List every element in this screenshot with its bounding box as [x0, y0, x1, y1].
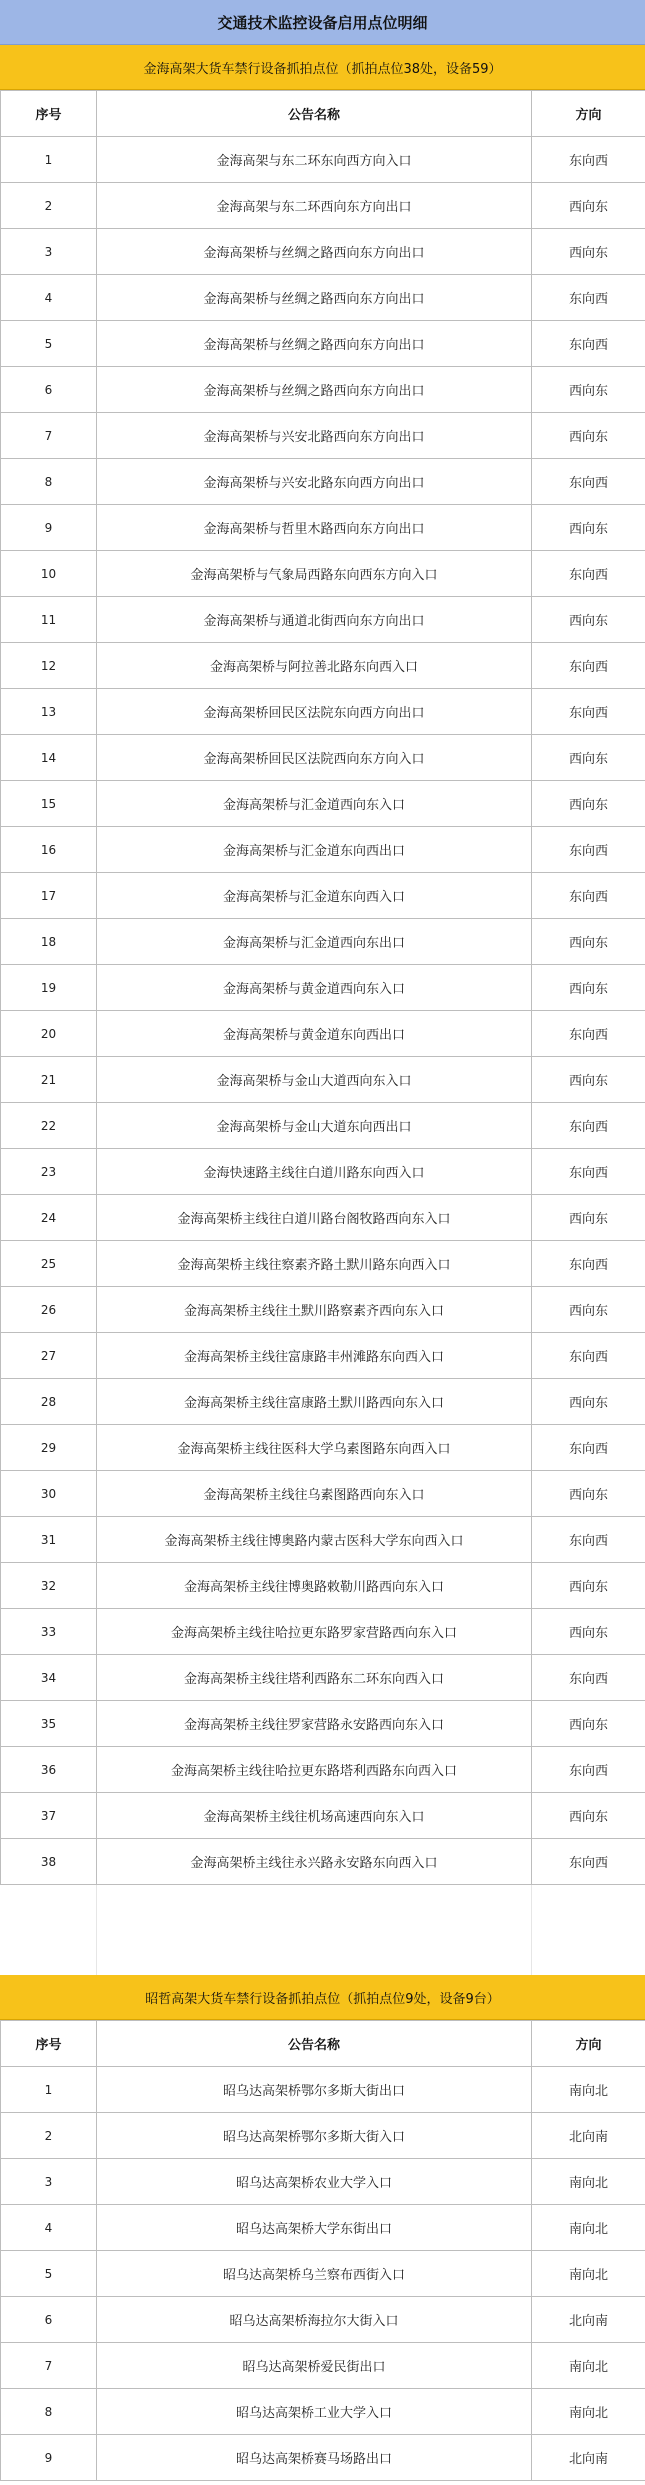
row-index: 30	[1, 1471, 97, 1517]
row-name: 金海高架桥与金山大道西向东入口	[97, 1057, 532, 1103]
row-name: 昭乌达高架桥乌兰察布西街入口	[97, 2251, 532, 2297]
row-index: 20	[1, 1011, 97, 1057]
table-row	[1, 2389, 645, 2435]
row-direction: 东向西	[532, 689, 645, 735]
row-name: 昭乌达高架桥海拉尔大街入口	[97, 2297, 532, 2343]
row-index: 1	[1, 137, 97, 183]
jinhai-table-body	[1, 137, 645, 1885]
row-direction: 西向东	[532, 965, 645, 1011]
row-index: 4	[1, 275, 97, 321]
row-index: 24	[1, 1195, 97, 1241]
row-index: 8	[1, 2389, 97, 2435]
row-direction: 西向东	[532, 1195, 645, 1241]
table-row	[1, 1471, 645, 1517]
row-name: 昭乌达高架桥工业大学入口	[97, 2389, 532, 2435]
header-direction: 方向	[532, 2021, 645, 2067]
row-direction: 东向西	[532, 275, 645, 321]
row-name: 金海高架桥主线往乌素图路西向东入口	[97, 1471, 532, 1517]
row-direction: 东向西	[532, 1103, 645, 1149]
row-direction: 西向东	[532, 919, 645, 965]
row-index: 5	[1, 2251, 97, 2297]
row-index: 13	[1, 689, 97, 735]
row-index: 28	[1, 1379, 97, 1425]
row-direction: 西向东	[532, 735, 645, 781]
table-row	[1, 137, 645, 183]
row-index: 14	[1, 735, 97, 781]
jinhai-table	[0, 90, 645, 1885]
row-name: 金海高架桥主线往塔利西路东二环东向西入口	[97, 1655, 532, 1701]
row-index: 37	[1, 1793, 97, 1839]
row-index: 9	[1, 2435, 97, 2481]
row-direction: 东向西	[532, 1425, 645, 1471]
row-direction: 东向西	[532, 1149, 645, 1195]
table-row	[1, 459, 645, 505]
page-title: 交通技术监控设备启用点位明细	[0, 0, 645, 45]
row-direction: 东向西	[532, 459, 645, 505]
table-row	[1, 2343, 645, 2389]
row-index: 31	[1, 1517, 97, 1563]
row-index: 2	[1, 2113, 97, 2159]
section-heading-jinhai: 金海高架大货车禁行设备抓拍点位（抓拍点位38处，设备59）	[0, 45, 645, 90]
row-direction: 西向东	[532, 1563, 645, 1609]
row-name: 金海高架与东二环东向西方向入口	[97, 137, 532, 183]
row-name: 金海高架桥与兴安北路西向东方向出口	[97, 413, 532, 459]
header-index: 序号	[1, 91, 97, 137]
row-direction: 北向南	[532, 2435, 645, 2481]
row-direction: 西向东	[532, 1287, 645, 1333]
header-row	[1, 91, 645, 137]
section-spacer	[0, 1885, 645, 1975]
row-direction: 南向北	[532, 2343, 645, 2389]
table-row	[1, 1103, 645, 1149]
row-index: 17	[1, 873, 97, 919]
header-name: 公告名称	[97, 2021, 532, 2067]
section-heading-zhaozhe: 昭哲高架大货车禁行设备抓拍点位（抓拍点位9处，设备9台）	[0, 1975, 645, 2020]
row-name: 昭乌达高架桥大学东街出口	[97, 2205, 532, 2251]
table-row	[1, 275, 645, 321]
table-row	[1, 827, 645, 873]
row-name: 金海高架桥主线往医科大学乌素图路东向西入口	[97, 1425, 532, 1471]
row-name: 金海高架桥主线往察素齐路土默川路东向西入口	[97, 1241, 532, 1287]
header-index: 序号	[1, 2021, 97, 2067]
row-direction: 西向东	[532, 1793, 645, 1839]
table-row	[1, 367, 645, 413]
table-row	[1, 505, 645, 551]
row-name: 金海高架桥与丝绸之路西向东方向出口	[97, 229, 532, 275]
row-name: 金海高架桥主线往博奥路内蒙古医科大学东向西入口	[97, 1517, 532, 1563]
row-name: 金海高架桥主线往土默川路察素齐西向东入口	[97, 1287, 532, 1333]
row-index: 8	[1, 459, 97, 505]
row-index: 18	[1, 919, 97, 965]
row-direction: 西向东	[532, 781, 645, 827]
row-name: 金海高架桥主线往罗家营路永安路西向东入口	[97, 1701, 532, 1747]
table-row	[1, 2113, 645, 2159]
row-direction: 东向西	[532, 1517, 645, 1563]
table-row	[1, 1563, 645, 1609]
row-name: 金海高架桥与汇金道东向西入口	[97, 873, 532, 919]
row-direction: 西向东	[532, 1379, 645, 1425]
table-row	[1, 2067, 645, 2113]
zhaozhe-table-body	[1, 2067, 645, 2481]
table-row	[1, 1057, 645, 1103]
table-row	[1, 2159, 645, 2205]
row-index: 27	[1, 1333, 97, 1379]
row-name: 金海高架与东二环西向东方向出口	[97, 183, 532, 229]
table-row	[1, 965, 645, 1011]
row-direction: 南向北	[532, 2251, 645, 2297]
zhaozhe-table	[0, 2020, 645, 2481]
table-row	[1, 1333, 645, 1379]
row-direction: 西向东	[532, 413, 645, 459]
row-name: 金海高架桥回民区法院西向东方向入口	[97, 735, 532, 781]
row-name: 昭乌达高架桥农业大学入口	[97, 2159, 532, 2205]
row-direction: 西向东	[532, 1471, 645, 1517]
row-name: 金海高架桥主线往博奥路敕勒川路西向东入口	[97, 1563, 532, 1609]
table-row	[1, 1425, 645, 1471]
row-index: 36	[1, 1747, 97, 1793]
row-direction: 东向西	[532, 1747, 645, 1793]
table-row	[1, 919, 645, 965]
row-index: 1	[1, 2067, 97, 2113]
table-row	[1, 2435, 645, 2481]
row-name: 金海高架桥与气象局西路东向西东方向入口	[97, 551, 532, 597]
row-direction: 西向东	[532, 1701, 645, 1747]
row-index: 35	[1, 1701, 97, 1747]
row-direction: 东向西	[532, 137, 645, 183]
row-index: 9	[1, 505, 97, 551]
row-name: 金海高架桥与汇金道西向东入口	[97, 781, 532, 827]
table-row	[1, 1379, 645, 1425]
row-name: 金海高架桥主线往机场高速西向东入口	[97, 1793, 532, 1839]
table-row	[1, 1241, 645, 1287]
row-name: 金海高架桥与丝绸之路西向东方向出口	[97, 275, 532, 321]
row-index: 3	[1, 229, 97, 275]
row-direction: 东向西	[532, 643, 645, 689]
row-name: 金海高架桥与黄金道西向东入口	[97, 965, 532, 1011]
header-name: 公告名称	[97, 91, 532, 137]
row-name: 昭乌达高架桥爱民街出口	[97, 2343, 532, 2389]
table-row	[1, 413, 645, 459]
table-row	[1, 2205, 645, 2251]
row-index: 16	[1, 827, 97, 873]
row-direction: 南向北	[532, 2067, 645, 2113]
row-direction: 南向北	[532, 2159, 645, 2205]
row-name: 金海高架桥与阿拉善北路东向西入口	[97, 643, 532, 689]
row-direction: 东向西	[532, 827, 645, 873]
table-row	[1, 1701, 645, 1747]
row-direction: 北向南	[532, 2297, 645, 2343]
row-name: 金海高架桥主线往富康路土默川路西向东入口	[97, 1379, 532, 1425]
row-direction: 西向东	[532, 597, 645, 643]
row-name: 金海高架桥与汇金道东向西出口	[97, 827, 532, 873]
row-name: 金海高架桥与哲里木路西向东方向出口	[97, 505, 532, 551]
row-index: 7	[1, 2343, 97, 2389]
row-direction: 东向西	[532, 1655, 645, 1701]
row-index: 2	[1, 183, 97, 229]
header-direction: 方向	[532, 91, 645, 137]
table-row	[1, 1287, 645, 1333]
row-direction: 北向南	[532, 2113, 645, 2159]
table-row	[1, 781, 645, 827]
row-name: 金海高架桥主线往哈拉更东路罗家营路西向东入口	[97, 1609, 532, 1655]
table-row	[1, 643, 645, 689]
row-direction: 西向东	[532, 183, 645, 229]
row-direction: 东向西	[532, 1839, 645, 1885]
row-index: 5	[1, 321, 97, 367]
row-index: 26	[1, 1287, 97, 1333]
row-index: 25	[1, 1241, 97, 1287]
row-index: 34	[1, 1655, 97, 1701]
row-index: 21	[1, 1057, 97, 1103]
row-index: 29	[1, 1425, 97, 1471]
table-row	[1, 183, 645, 229]
row-name: 昭乌达高架桥鄂尔多斯大街出口	[97, 2067, 532, 2113]
row-index: 11	[1, 597, 97, 643]
row-name: 金海高架桥主线往富康路丰州滩路东向西入口	[97, 1333, 532, 1379]
table-row	[1, 229, 645, 275]
row-direction: 东向西	[532, 1011, 645, 1057]
row-direction: 西向东	[532, 1057, 645, 1103]
table-row	[1, 689, 645, 735]
table-row	[1, 1609, 645, 1655]
table-row	[1, 1793, 645, 1839]
row-name: 昭乌达高架桥鄂尔多斯大街入口	[97, 2113, 532, 2159]
table-row	[1, 1517, 645, 1563]
row-direction: 西向东	[532, 367, 645, 413]
row-name: 金海高架桥与通道北街西向东方向出口	[97, 597, 532, 643]
row-name: 金海高架桥回民区法院东向西方向出口	[97, 689, 532, 735]
row-index: 33	[1, 1609, 97, 1655]
row-name: 金海高架桥与兴安北路东向西方向出口	[97, 459, 532, 505]
table-row	[1, 1011, 645, 1057]
row-name: 昭乌达高架桥赛马场路出口	[97, 2435, 532, 2481]
row-index: 22	[1, 1103, 97, 1149]
header-row	[1, 2021, 645, 2067]
row-direction: 东向西	[532, 1333, 645, 1379]
row-index: 23	[1, 1149, 97, 1195]
row-name: 金海高架桥主线往白道川路台阁牧路西向东入口	[97, 1195, 532, 1241]
row-index: 6	[1, 2297, 97, 2343]
row-index: 19	[1, 965, 97, 1011]
table-row	[1, 321, 645, 367]
table-row	[1, 1149, 645, 1195]
row-name: 金海高架桥与汇金道西向东出口	[97, 919, 532, 965]
table-row	[1, 2297, 645, 2343]
row-direction: 南向北	[532, 2389, 645, 2435]
row-direction: 东向西	[532, 551, 645, 597]
row-index: 38	[1, 1839, 97, 1885]
row-index: 10	[1, 551, 97, 597]
table-row	[1, 873, 645, 919]
row-direction: 南向北	[532, 2205, 645, 2251]
table-row	[1, 1195, 645, 1241]
row-direction: 西向东	[532, 229, 645, 275]
table-row	[1, 1747, 645, 1793]
row-index: 32	[1, 1563, 97, 1609]
row-direction: 西向东	[532, 1609, 645, 1655]
row-index: 6	[1, 367, 97, 413]
row-index: 4	[1, 2205, 97, 2251]
row-direction: 东向西	[532, 321, 645, 367]
row-index: 15	[1, 781, 97, 827]
row-name: 金海高架桥与黄金道东向西出口	[97, 1011, 532, 1057]
row-direction: 东向西	[532, 1241, 645, 1287]
row-name: 金海高架桥与金山大道东向西出口	[97, 1103, 532, 1149]
table-row	[1, 597, 645, 643]
table-row	[1, 1655, 645, 1701]
row-name: 金海高架桥主线往哈拉更东路塔利西路东向西入口	[97, 1747, 532, 1793]
row-name: 金海高架桥与丝绸之路西向东方向出口	[97, 321, 532, 367]
row-index: 7	[1, 413, 97, 459]
row-direction: 西向东	[532, 505, 645, 551]
table-row	[1, 551, 645, 597]
table-row	[1, 2251, 645, 2297]
row-index: 12	[1, 643, 97, 689]
table-row	[1, 735, 645, 781]
row-index: 3	[1, 2159, 97, 2205]
row-name: 金海高架桥与丝绸之路西向东方向出口	[97, 367, 532, 413]
row-direction: 东向西	[532, 873, 645, 919]
table-row	[1, 1839, 645, 1885]
row-name: 金海高架桥主线往永兴路永安路东向西入口	[97, 1839, 532, 1885]
row-name: 金海快速路主线往白道川路东向西入口	[97, 1149, 532, 1195]
